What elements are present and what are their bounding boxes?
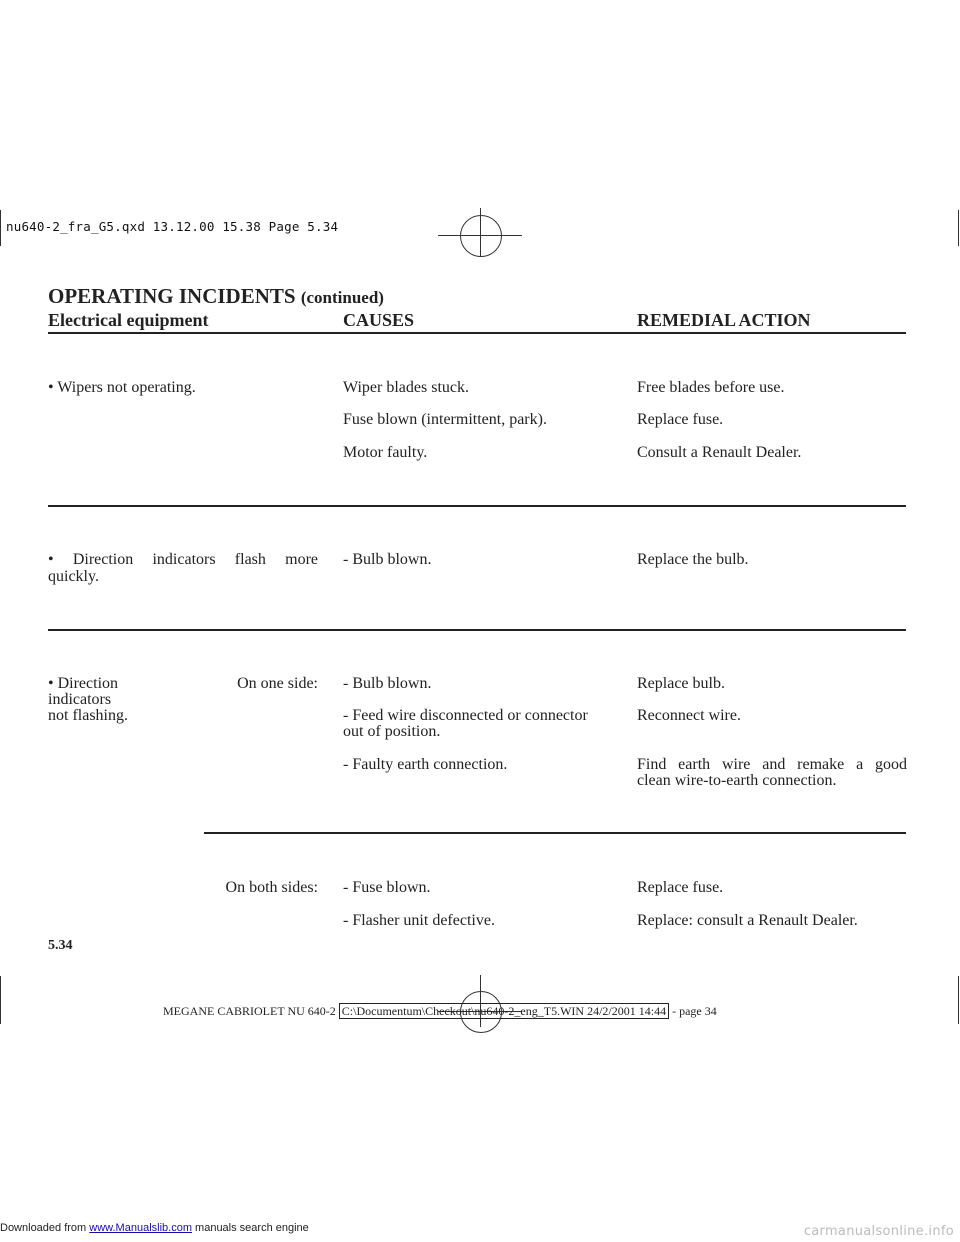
cause-text: - Feed wire disconnected or connector <box>343 707 588 724</box>
heading-rule <box>48 332 906 334</box>
printer-slug: nu640-2_fra_G5.qxd 13.12.00 15.38 Page 5.34 <box>6 219 339 234</box>
symptom-not-flashing-line1: • Direction <box>48 675 119 692</box>
symptom-flash-quickly-line1: • Direction indicators flash more <box>48 551 318 568</box>
symptom-wipers: • Wipers not operating. <box>48 379 196 396</box>
action-text: clean wire-to-earth connection. <box>637 772 837 789</box>
action-text: Replace the bulb. <box>637 551 749 568</box>
cause-text: Motor faulty. <box>343 444 428 461</box>
action-text: Replace: consult a Renault Dealer. <box>637 912 858 929</box>
page-number: 5.34 <box>48 938 73 953</box>
cause-text: out of position. <box>343 723 441 740</box>
crop-mark-right <box>958 210 959 246</box>
crop-mark-bottom-right <box>958 976 959 1024</box>
action-text: Replace bulb. <box>637 675 725 692</box>
file-path-box: C:\Documentum\Checkout\nu640-2_eng_T5.WIN 24/2/2001 14:44 <box>339 1003 669 1019</box>
manualslib-link[interactable]: www.Manualslib.com <box>89 1222 192 1234</box>
cause-text: - Bulb blown. <box>343 675 432 692</box>
action-text: Consult a Renault Dealer. <box>637 444 802 461</box>
action-text: Find earth wire and remake a good <box>637 756 907 773</box>
cause-text: Fuse blown (intermittent, park). <box>343 411 547 428</box>
symptom-not-flashing-line2: indicators <box>48 691 112 708</box>
subsection-rule <box>204 832 906 834</box>
watermark: carmanualsonline.info <box>803 1224 954 1239</box>
action-text: Reconnect wire. <box>637 707 741 724</box>
action-text: Replace fuse. <box>637 879 724 896</box>
both-sides-label: On both sides: <box>225 879 318 896</box>
download-banner: Downloaded from www.Manualslib.com manuals search engine <box>0 1222 309 1234</box>
symptom-flash-quickly-line2: quickly. <box>48 568 99 585</box>
section-heading: Electrical equipment <box>48 310 209 330</box>
document-footer: MEGANE CABRIOLET NU 640-2 C:\Documentum\Checkout\nu640-2_eng_T5.WIN 24/2/2001 14:44 - page 34 <box>163 1004 717 1018</box>
section-rule <box>48 505 906 507</box>
causes-heading: CAUSES <box>343 310 415 330</box>
cause-text: Wiper blades stuck. <box>343 379 469 396</box>
cause-text: - Fuse blown. <box>343 879 431 896</box>
action-heading: REMEDIAL ACTION <box>637 310 811 330</box>
crop-mark-left <box>0 210 1 246</box>
section-rule <box>48 629 906 631</box>
one-side-label: On one side: <box>237 675 318 692</box>
cause-text: - Flasher unit defective. <box>343 912 495 929</box>
cause-text: - Faulty earth connection. <box>343 756 508 773</box>
page-title: OPERATING INCIDENTS (continued) <box>48 284 384 308</box>
action-text: Replace fuse. <box>637 411 724 428</box>
cause-text: - Bulb blown. <box>343 551 432 568</box>
action-text: Free blades before use. <box>637 379 785 396</box>
symptom-not-flashing-line3: not flashing. <box>48 707 128 724</box>
crop-mark-bottom-left <box>0 976 1 1024</box>
